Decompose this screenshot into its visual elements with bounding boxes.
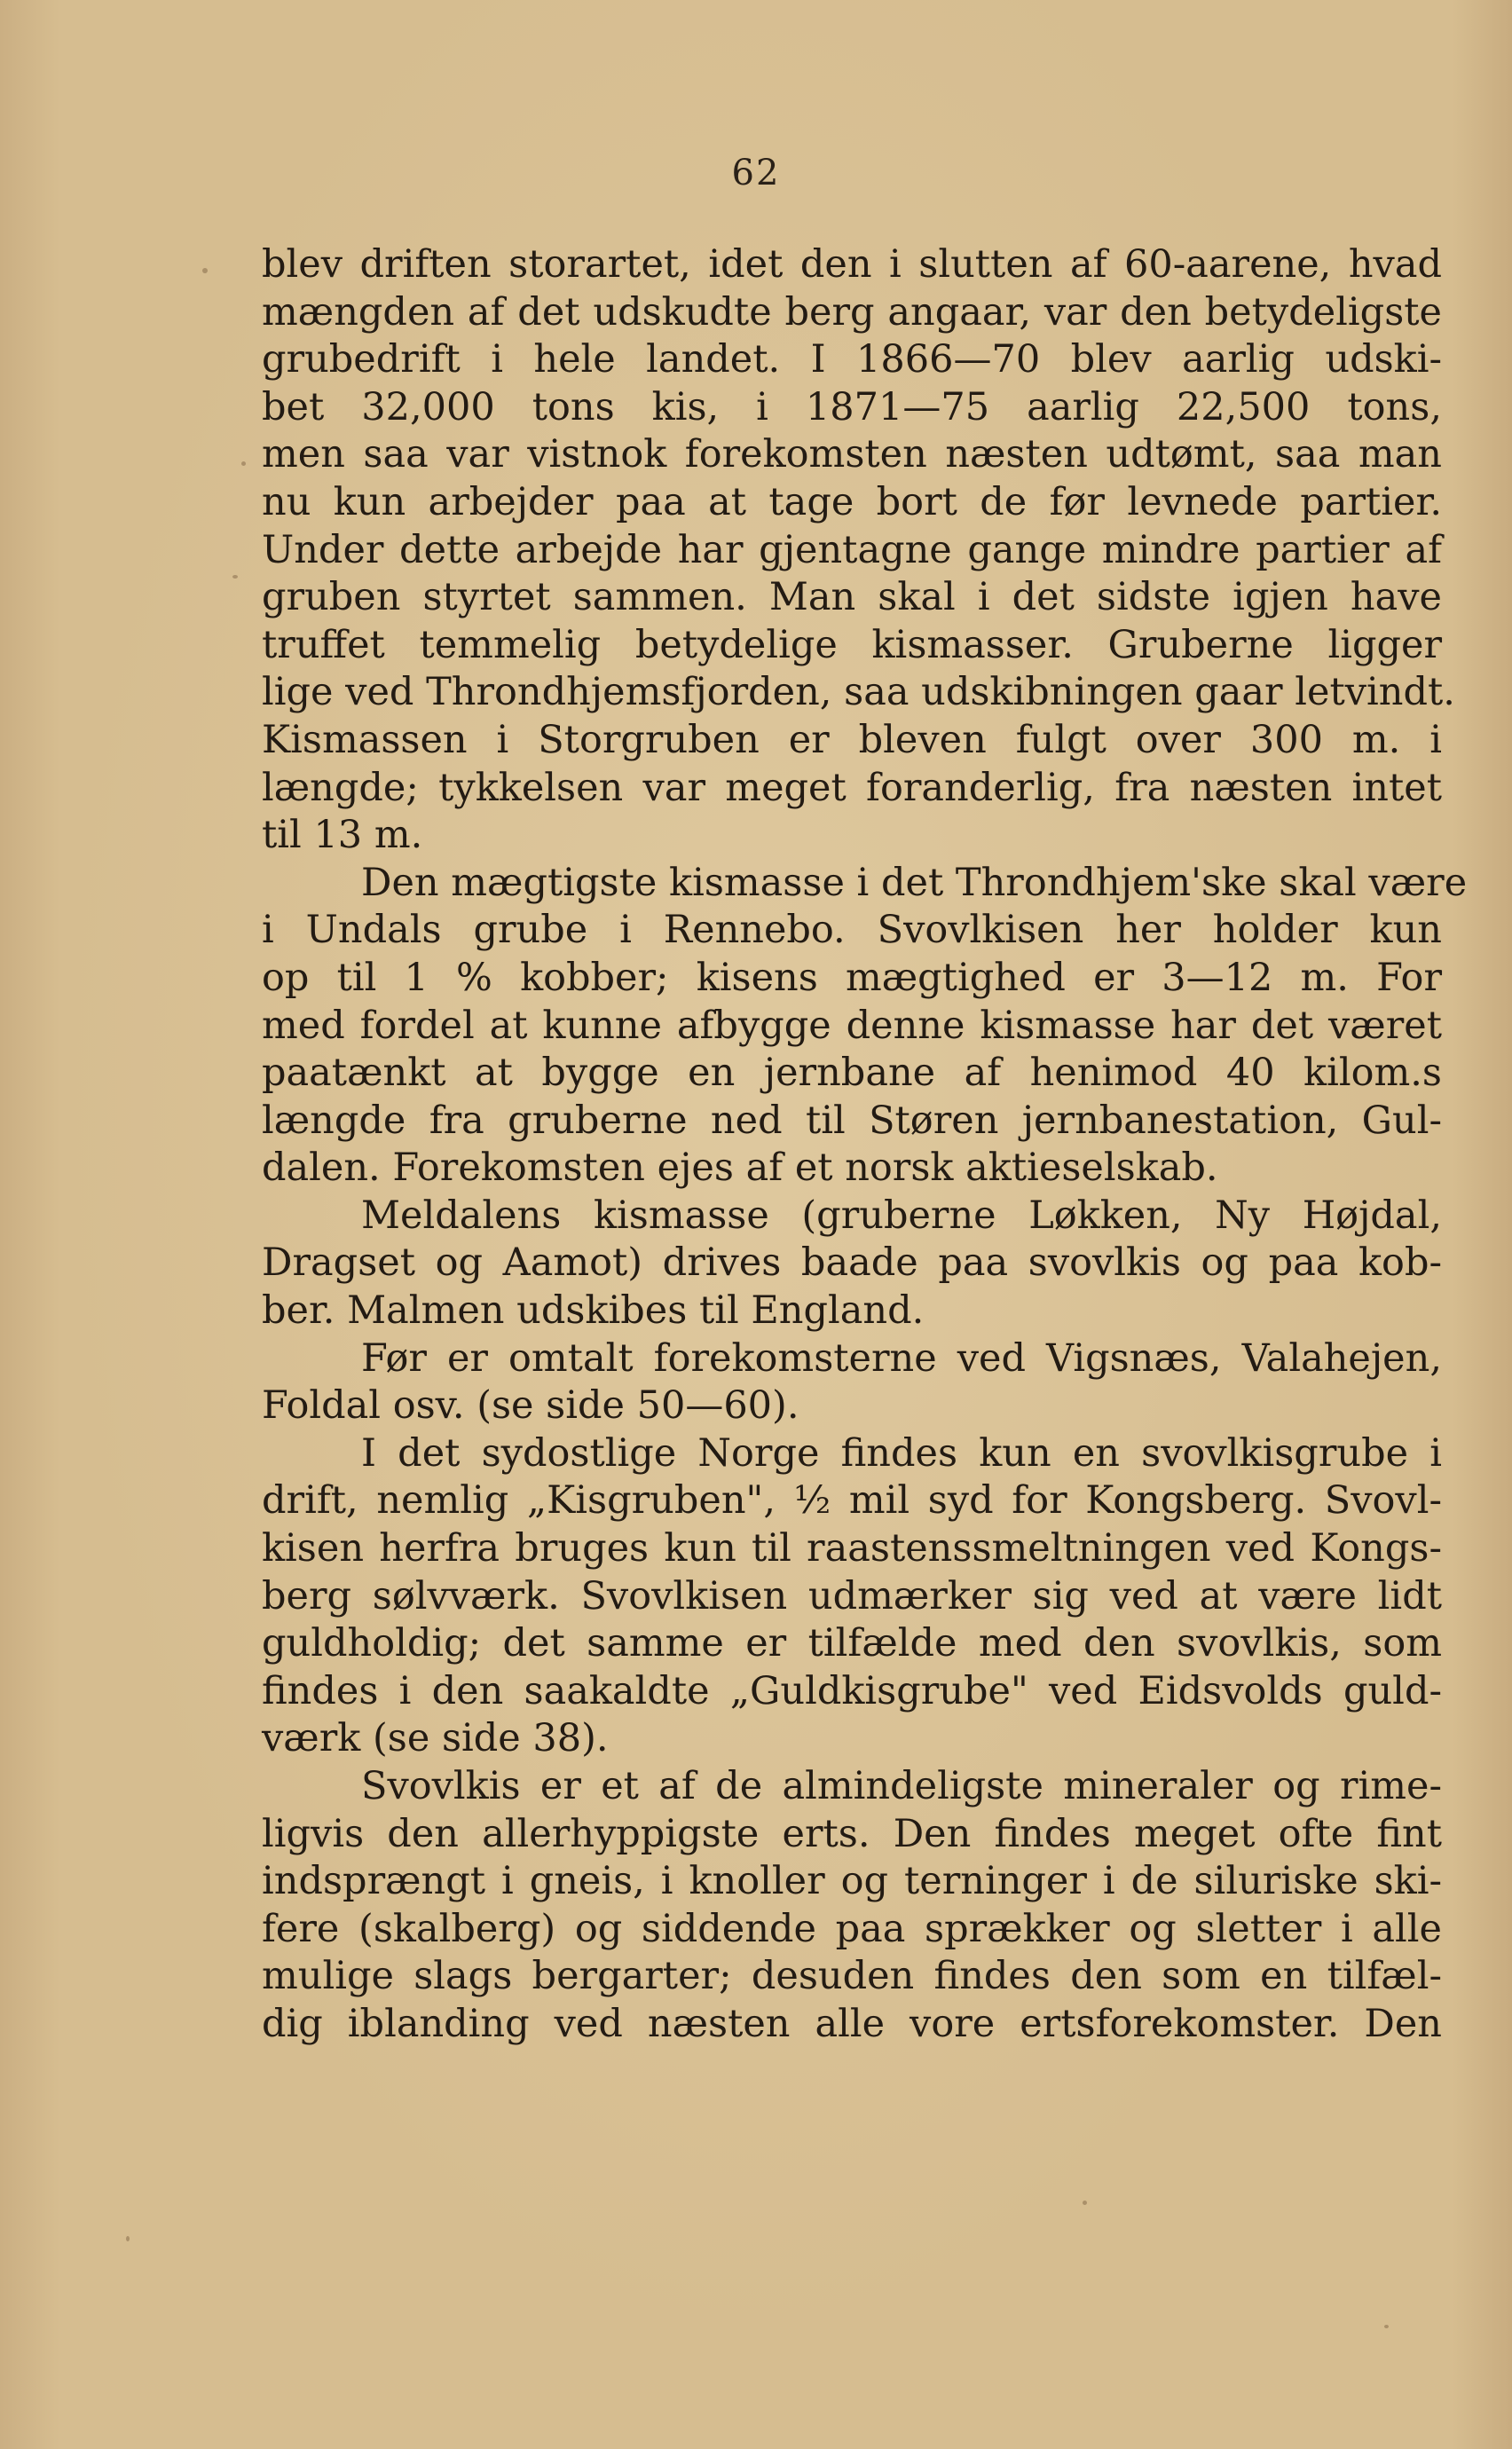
text-line: truffet temmelig betydelige kismasser. Gruberne ligger xyxy=(262,622,1442,667)
text-line: Foldal osv. (se side 50—60). xyxy=(262,1383,799,1429)
text-line: længde fra gruberne ned til Støren jernbanestation, Gul- xyxy=(262,1098,1442,1143)
text-line: gruben styrtet sammen. Man skal i det sidste igjen have xyxy=(262,575,1442,620)
text-line: drift, nemlig „Kisgruben", ½ mil syd for Kongsberg. Svovl- xyxy=(262,1478,1442,1524)
text-line: ber. Malmen udskibes til England. xyxy=(262,1288,925,1334)
text-line: til 13 m. xyxy=(262,813,423,858)
text-line: guldholdig; det samme er tilfælde med den svovlkis, som xyxy=(262,1621,1442,1666)
paper-speck xyxy=(232,575,238,579)
text-line: længde; tykkelsen var meget foranderlig, fra næsten intet xyxy=(262,765,1442,810)
text-line: Svovlkis er et af de almindeligste mineraler og rime- xyxy=(361,1764,1442,1808)
text-line: berg sølvværk. Svovlkisen udmærker sig ved at være lidt xyxy=(262,1573,1442,1618)
text-line: I det sydostlige Norge findes kun en svovlkisgrube i xyxy=(361,1430,1442,1476)
text-line: værk (se side 38). xyxy=(262,1716,609,1761)
text-line: Før er omtalt forekomsterne ved Vigsnæs, Valahejen, xyxy=(361,1335,1442,1381)
text-line: lige ved Throndhjemsfjorden, saa udskibningen gaar letvindt. xyxy=(262,670,1455,715)
text-line: blev driften storartet, idet den i slutten af 60-aarene, hvad xyxy=(262,242,1442,287)
text-line: op til 1 % kobber; kisens mægtighed er 3—12 m. For xyxy=(262,955,1442,1000)
text-line: mulige slags bergarter; desuden findes den som en tilfæl- xyxy=(262,1954,1442,1999)
text-line: i Undals grube i Rennebo. Svovlkisen her holder kun xyxy=(262,908,1442,953)
text-line: men saa var vistnok forekomsten næsten udtømt, saa man xyxy=(262,432,1442,477)
text-line: fere (skalberg) og siddende paa sprækker og sletter i alle xyxy=(262,1906,1442,1951)
paper-speck xyxy=(1083,2201,1087,2205)
text-line: Den mægtigste kismasse i det Throndhjem'ske skal være xyxy=(361,860,1468,905)
text-line: ligvis den allerhyppigste erts. Den findes meget ofte fint xyxy=(262,1811,1442,1856)
text-line: findes i den saakaldte „Guldkisgrube" ved Eidsvolds guld- xyxy=(262,1668,1442,1713)
text-line: dalen. Forekomsten ejes af et norsk aktieselskab. xyxy=(262,1146,1218,1191)
body-text xyxy=(262,241,1468,2049)
page-number: 62 xyxy=(731,153,781,193)
text-line: Kismassen i Storgruben er bleven fulgt over 300 m. i xyxy=(262,717,1442,762)
text-line: kisen herfra bruges kun til raastenssmeltningen ved Kongs- xyxy=(262,1526,1442,1571)
text-line: Meldalens kismasse (gruberne Løkken, Ny Højdal, xyxy=(361,1193,1442,1238)
text-line: mængden af det udskudte berg angaar, var den betydeligste xyxy=(262,289,1442,335)
text-line: med fordel at kunne afbygge denne kismasse har det været xyxy=(262,1003,1442,1048)
text-line: dig iblanding ved næsten alle vore ertsforekomster. Den xyxy=(262,2001,1442,2046)
paper-speck xyxy=(1384,2325,1389,2328)
text-line: indsprængt i gneis, i knoller og terninger i de siluriske ski- xyxy=(262,1859,1442,1904)
paper-speck xyxy=(202,268,208,273)
text-line: Dragset og Aamot) drives baade paa svovlkis og paa kob- xyxy=(262,1240,1442,1286)
text-line: nu kun arbejder paa at tage bort de før levnede partier. xyxy=(262,479,1442,524)
paper-speck xyxy=(241,461,246,466)
text-line: grubedrift i hele landet. I 1866—70 blev aarlig udski- xyxy=(262,337,1442,382)
text-line: paatænkt at bygge en jernbane af henimod 40 kilom.s xyxy=(262,1051,1442,1096)
text-line: Under dette arbejde har gjentagne gange mindre partier af xyxy=(262,527,1442,572)
paper-speck xyxy=(126,2236,130,2241)
text-line: bet 32,000 tons kis, i 1871—75 aarlig 22,500 tons, xyxy=(262,384,1442,429)
